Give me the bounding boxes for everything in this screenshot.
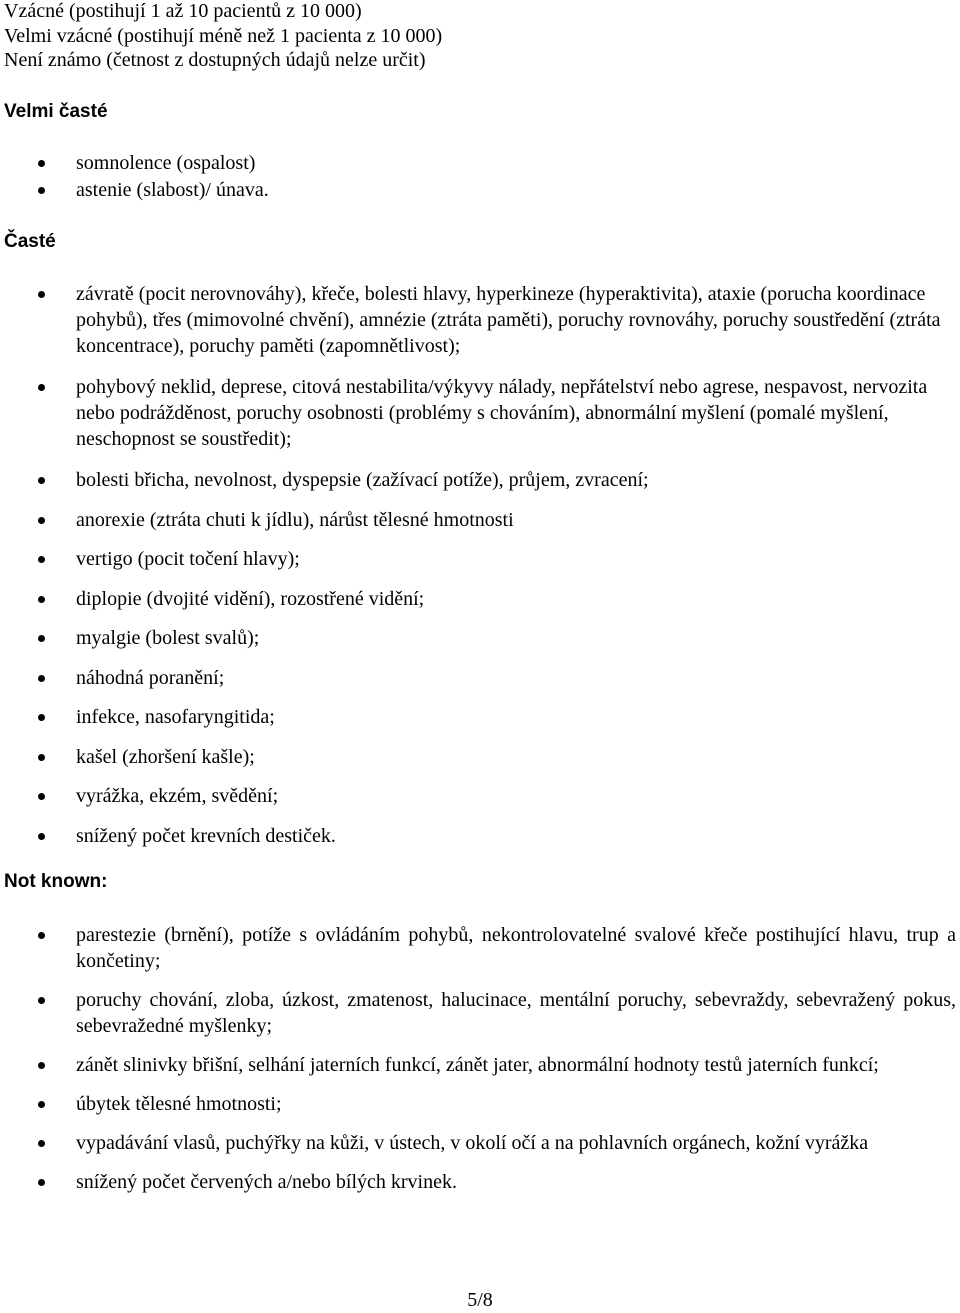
bullet-icon xyxy=(38,1062,45,1069)
list-item: vypadávání vlasů, puchýřky na kůži, v ústech, v okolí očí a na pohlavních orgánech, kožní vyrážka xyxy=(0,1130,960,1156)
bullet-icon xyxy=(38,714,45,721)
list-common xyxy=(0,281,960,849)
bullet-icon xyxy=(38,384,45,391)
list-item: myalgie (bolest svalů); xyxy=(0,625,960,651)
bullet-icon xyxy=(38,675,45,682)
list-item: poruchy chování, zloba, úzkost, zmatenost, halucinace, mentální poruchy, sebevraždy, sebevražený pokus, sebevražedné myšlenky; xyxy=(0,987,960,1039)
list-item: závratě (pocit nerovnováhy), křeče, bolesti hlavy, hyperkineze (hyperaktivita), ataxie (porucha koordinace pohybů), třes (mimovolné chvění), amnézie (ztráta paměti), poruchy rovnováhy, poruchy soustředění (ztráta koncentrace), poruchy paměti (zapomnětlivost); xyxy=(0,281,960,359)
heading-common: Časté xyxy=(4,231,56,252)
list-item: somnolence (ospalost) xyxy=(0,150,960,177)
bullet-icon xyxy=(38,635,45,642)
list-item: infekce, nasofaryngitida; xyxy=(0,704,960,730)
bullet-icon xyxy=(38,477,45,484)
bullet-icon xyxy=(38,754,45,761)
bullet-icon xyxy=(38,1140,45,1147)
list-item: pohybový neklid, deprese, citová nestabilita/výkyvy nálady, nepřátelství nebo agrese, nespavost, nervozita nebo podrážděnost, poruchy osobnosti (problémy s chováním), abnormální myšlení (pomalé myšlení, neschopnost se soustředit); xyxy=(0,374,960,452)
list-item: kašel (zhoršení kašle); xyxy=(0,744,960,770)
bullet-icon xyxy=(38,160,45,167)
bullet-icon xyxy=(38,997,45,1004)
list-item: snížený počet krevních destiček. xyxy=(0,823,960,849)
list-item: bolesti břicha, nevolnost, dyspepsie (zažívací potíže), průjem, zvracení; xyxy=(0,467,960,493)
bullet-icon xyxy=(38,932,45,939)
list-item: anorexie (ztráta chuti k jídlu), nárůst tělesné hmotnosti xyxy=(0,507,960,533)
bullet-icon xyxy=(38,596,45,603)
frequency-legend xyxy=(4,0,442,72)
list-item: parestezie (brnění), potíže s ovládáním pohybů, nekontrolovatelné svalové křeče postihující hlavu, trup a končetiny; xyxy=(0,922,960,974)
list-very-common xyxy=(0,150,960,204)
list-item: vyrážka, ekzém, svědění; xyxy=(0,783,960,809)
frequency-not-known: Není známo (četnost z dostupných údajů nelze určit) xyxy=(4,49,426,71)
list-item: zánět slinivky břišní, selhání jaterních funkcí, zánět jater, abnormální hodnoty testů jaterních funkcí; xyxy=(0,1052,960,1078)
bullet-icon xyxy=(38,1179,45,1186)
list-not-known xyxy=(0,922,960,1195)
frequency-very-rare: Velmi vzácné (postihují méně než 1 pacienta z 10 000) xyxy=(4,24,443,47)
bullet-icon xyxy=(38,291,45,298)
list-item: diplopie (dvojité vidění), rozostřené vidění; xyxy=(0,586,960,612)
heading-not-known: Not known: xyxy=(4,871,108,892)
bullet-icon xyxy=(38,187,45,194)
heading-very-common: Velmi časté xyxy=(4,101,108,122)
list-item: úbytek tělesné hmotnosti; xyxy=(0,1091,960,1117)
list-item: vertigo (pocit točení hlavy); xyxy=(0,546,960,572)
list-item: náhodná poranění; xyxy=(0,665,960,691)
list-item: snížený počet červených a/nebo bílých krvinek. xyxy=(0,1169,960,1195)
page-number: 5/8 xyxy=(467,1289,493,1311)
bullet-icon xyxy=(38,833,45,840)
frequency-rare: Vzácné (postihují 1 až 10 pacientů z 10 000) xyxy=(4,0,362,22)
bullet-icon xyxy=(38,1101,45,1108)
bullet-icon xyxy=(38,556,45,563)
bullet-icon xyxy=(38,793,45,800)
list-item: astenie (slabost)/ únava. xyxy=(0,177,960,204)
bullet-icon xyxy=(38,517,45,524)
